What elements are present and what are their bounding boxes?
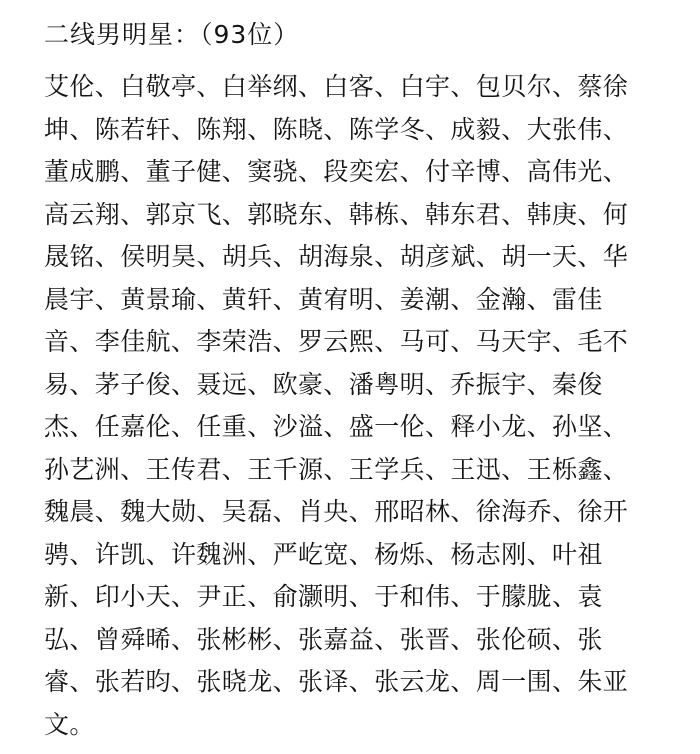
name-list-line: 睿、张若昀、张晓龙、张译、张云龙、周一围、朱亚 [44, 667, 629, 696]
name-list-line: 易、茅子俊、聂远、欧豪、潘粤明、乔振宇、秦俊 [44, 369, 603, 399]
name-list-line: 骋、许凯、许魏洲、严屹宽、杨烁、杨志刚、叶祖 [44, 539, 603, 569]
name-list-line: 魏晨、魏大勋、吴磊、肖央、邢昭林、徐海乔、徐开 [44, 497, 629, 526]
name-list-line: 音、李佳航、李荣浩、罗云熙、马可、马天宇、毛不 [44, 327, 629, 356]
name-list-line: 晨宇、黄景瑜、黄轩、黄宥明、姜潮、金瀚、雷佳 [44, 284, 603, 314]
name-list-line: 董成鹏、董子健、窦骁、段奕宏、付辛博、高伟光、 [44, 157, 629, 186]
name-list-line: 杰、任嘉伦、任重、沙溢、盛一伦、释小龙、孙坚、 [44, 412, 629, 441]
name-list-line: 新、印小天、尹正、俞灏明、于和伟、于朦胧、袁 [44, 582, 603, 611]
document-title: 二线男明星：（93位） [44, 20, 300, 49]
name-list-line: 孙艺洲、王传君、王千源、王学兵、王迅、王栎鑫、 [44, 454, 629, 484]
name-list-line: 弘、曾舜晞、张彬彬、张嘉益、张晋、张伦硕、张 [44, 624, 603, 654]
name-list-line: 艾伦、白敬亭、白举纲、白客、白宇、包贝尔、蔡徐 [44, 72, 629, 101]
name-list-line: 晟铭、侯明昊、胡兵、胡海泉、胡彦斌、胡一天、华 [44, 242, 629, 271]
name-list-line: 文。 [44, 709, 95, 739]
name-list-line: 高云翔、郭京飞、郭晓东、韩栋、韩东君、韩庚、何 [44, 199, 629, 229]
name-list [44, 66, 666, 746]
name-list-line: 坤、陈若轩、陈翔、陈晓、陈学冬、成毅、大张伟、 [44, 114, 629, 144]
